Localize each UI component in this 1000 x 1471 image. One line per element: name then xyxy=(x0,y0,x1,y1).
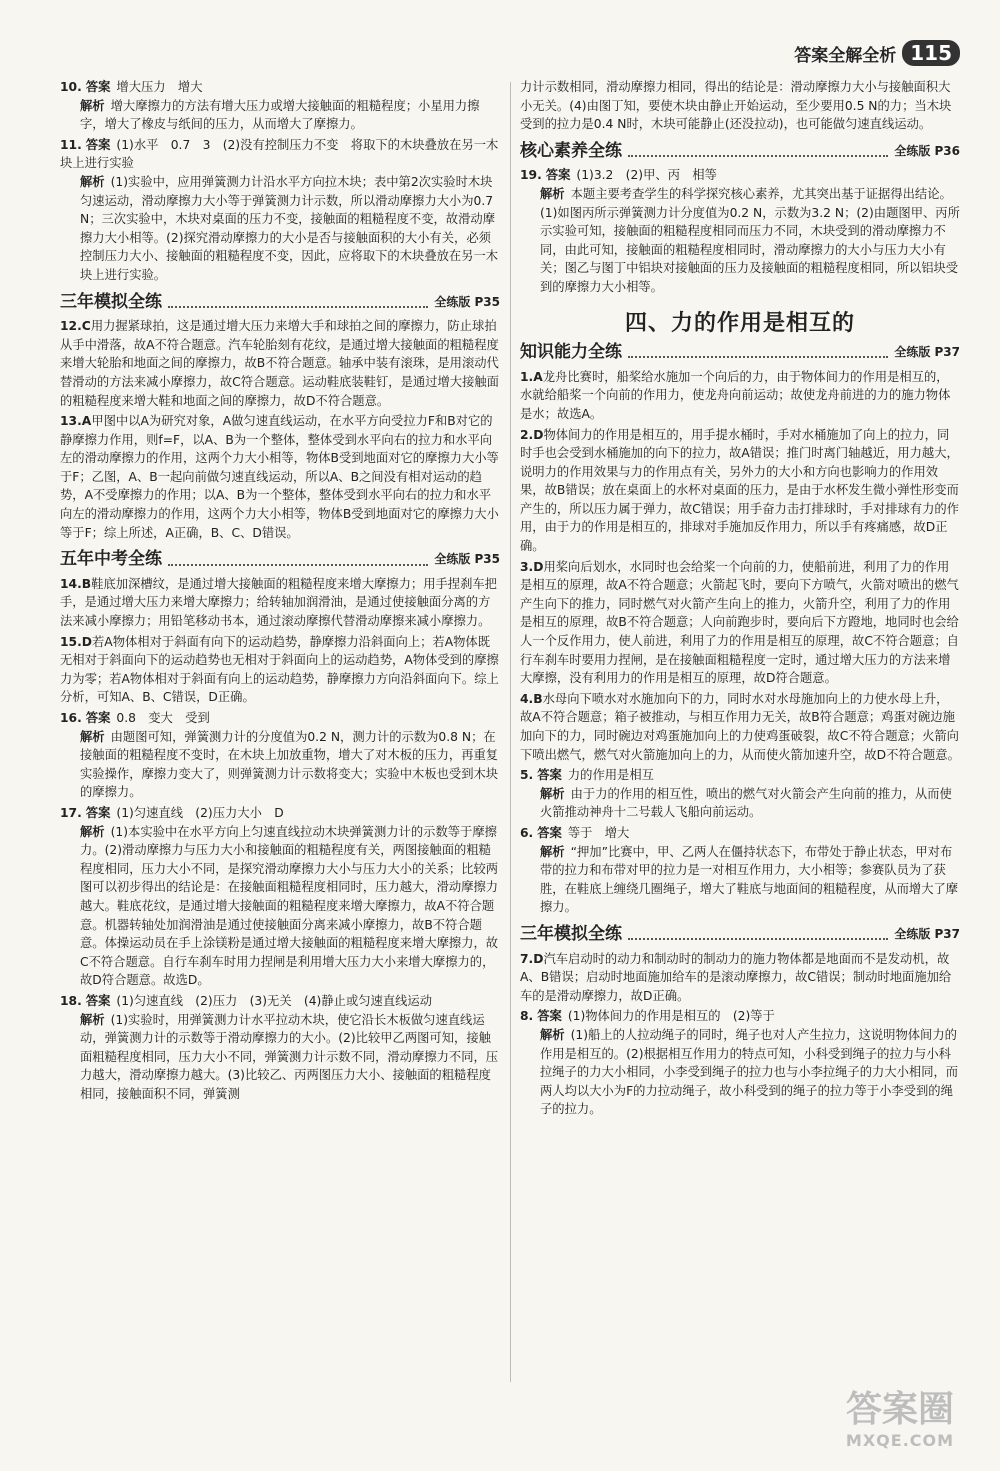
explanation-text: 水母向下喷水对水施加向下的力，同时水对水母施加向上的力使水母上升，故A不符合题意；箱子被推动，与相互作用力无关，故B符合题意；鸡蛋对碗边施加向下的力，同时碗边对鸡蛋施加向上的力使鸡蛋破裂，故C不符合题意；火箭向下喷出燃气，燃气对火箭施加向上的力，从而使火箭加速升空，故D不符合题意。 xyxy=(520,691,960,762)
section-page-ref: 全练版 P35 xyxy=(434,552,500,567)
explanation-text: (1)本实验中在水平方向上匀速直线拉动木块弹簧测力计的示数等于摩擦力。(2)滑动摩擦力与压力大小和接触面的粗糙程度有关，两图接触面的粗糙程度相同，压力大小不同，是探究滑动摩擦力大小与压力大小的关系；比较两图可以初步得出的结论是：在接触面粗糙程度相同时，压力越大，滑动摩擦力越大。鞋底花纹，是通过增大接触面的粗糙程度来增大摩擦力，故A不符合题意。机器转轴处加润滑油是通过使接触面分离来减小摩擦力，故B不符合题意。体操运动员在手上涂镁粉是通过增大接触面的粗糙程度来增大摩擦力，故C不符合题意。自行车刹车时用力捏闸是利用增大压力大小来增大摩擦力的，故D符合题意。故选D。 xyxy=(80,824,499,988)
watermark-logo xyxy=(830,1389,970,1459)
question-head xyxy=(60,136,500,173)
question-item xyxy=(60,709,500,802)
answer-label: 答案 xyxy=(537,1009,562,1024)
question-number: 15.D xyxy=(60,634,92,649)
section-dots xyxy=(168,296,428,308)
question-item xyxy=(60,633,500,707)
section-page-ref: 全练版 P37 xyxy=(894,926,960,941)
answer-text: (1)匀速直线 (2)压力 (3)无关 (4)静止或匀速直线运动 xyxy=(116,993,433,1008)
explanation-label: 解析 xyxy=(540,786,565,801)
explanation-text: 增大摩擦力的方法有增大压力或增大接触面的粗糙程度；小星用力擦字，增大了橡皮与纸间的压力，从而增大了摩擦力。 xyxy=(80,98,480,132)
page-number: 115 xyxy=(902,40,960,66)
question-item xyxy=(60,78,500,134)
right-column xyxy=(520,78,960,1121)
question-item xyxy=(60,412,500,542)
explanation xyxy=(520,843,960,917)
section-dots xyxy=(628,346,888,358)
section-dots xyxy=(628,145,888,157)
column-divider xyxy=(510,82,511,1382)
answer-label: 答案 xyxy=(85,993,111,1008)
question-item xyxy=(520,166,960,296)
question-item xyxy=(520,690,960,764)
section-page-ref: 全练版 P36 xyxy=(894,143,960,158)
explanation-label: 解析 xyxy=(80,98,105,113)
answer-label: 答案 xyxy=(537,825,562,840)
chapter-title: 四、力的作用是相互的 xyxy=(624,310,855,336)
question-number: 4.B xyxy=(520,691,543,706)
section-title: 五年中考全练 xyxy=(60,549,162,570)
question-head xyxy=(60,575,500,631)
answer-label: 答案 xyxy=(545,168,571,183)
question-head xyxy=(520,1007,960,1026)
question-head xyxy=(520,766,960,785)
question-number: 11. xyxy=(60,137,82,152)
question-item xyxy=(60,992,500,1104)
question-item xyxy=(60,804,500,990)
question-number: 14.B xyxy=(60,576,92,591)
header-title: 答案全解全析 xyxy=(794,45,897,66)
question-number: 5. xyxy=(520,768,534,783)
section-header xyxy=(60,550,500,569)
question-head xyxy=(520,690,960,764)
question-head xyxy=(60,992,500,1011)
explanation-label: 解析 xyxy=(540,844,565,859)
section-dots xyxy=(628,928,888,940)
section-title: 三年模拟全练 xyxy=(60,291,162,312)
question-number: 6. xyxy=(520,825,534,840)
watermark-domain: MXQE.COM xyxy=(845,1431,955,1450)
explanation-text: 本题主要考查学生的科学探究核心素养，尤其突出基于证据得出结论。(1)如图丙所示弹簧测力计分度值为0.2 N，示数为3.2 N；(2)由题图甲、丙所示实验可知，接触面的粗糙程度相同而压力不同，木块受到的滑动摩擦力不同，由此可知，接触面的粗糙程度相同时，滑动摩擦力的大小与压力大小有关；图乙与图丁中铝块对接触面的压力及接触面的粗糙程度相同，所以铝块受到的摩擦力大小相等。 xyxy=(540,186,960,294)
explanation-text: 鞋底加深槽纹，是通过增大接触面的粗糙程度来增大摩擦力；用手捏刹车把手，是通过增大压力来增大摩擦力；给转轴加润滑油，是通过使接触面分离的方法来减小摩擦力；用铅笔移动书本，通过滚动摩擦代替滑动摩擦来减小摩擦力。 xyxy=(60,576,497,629)
explanation-text: 龙舟比赛时，船桨给水施加一个向后的力，由于物体间力的作用是相互的，水就给船桨一个向前的作用力，使龙舟向前运动；故使龙舟前进的力的施力物体是水；故选A。 xyxy=(520,369,951,421)
explanation xyxy=(60,1011,500,1104)
question-number: 19. xyxy=(520,168,542,183)
explanation-label: 解析 xyxy=(80,729,105,744)
explanation xyxy=(60,173,500,285)
explanation-text: (1)船上的人拉动绳子的同时，绳子也对人产生拉力，这说明物体间力的作用是相互的。(2)根据相互作用力的特点可知，小科受到绳子的拉力与小科拉绳子的力大小相同，小李受到绳子的拉力也与小李拉绳子的力大小相同，而两人均以大小为F的力拉动绳子，故小科受到的绳子的拉力等于小李受到的绳子的拉力。 xyxy=(540,1027,959,1117)
question-number: 10. xyxy=(60,80,82,94)
left-column xyxy=(60,78,500,1105)
section-header xyxy=(520,142,960,161)
question-item xyxy=(520,368,960,424)
question-item xyxy=(520,1007,960,1119)
question-head xyxy=(60,78,500,97)
explanation-text: 若A物体相对于斜面有向下的运动趋势，静摩擦力沿斜面向上；若A物体既无相对于斜面向下的运动趋势也无相对于斜面向上的运动趋势，A物体受到的摩擦力为零；若A物体相对于斜面有向上的运动趋势，静摩擦力方向沿斜面向下。综上分析，可知A、B、C错误，D正确。 xyxy=(60,634,499,705)
answer-label: 答案 xyxy=(85,711,111,725)
explanation-label: 解析 xyxy=(540,1027,565,1042)
explanation-text: 由于力的作用的相互性，喷出的燃气对火箭会产生向前的推力，从而使火箭推动神舟十二号载人飞船向前运动。 xyxy=(540,786,952,820)
answer-label: 答案 xyxy=(85,805,111,820)
section-title: 知识能力全练 xyxy=(520,342,622,363)
question-number: 8. xyxy=(520,1009,534,1024)
answer-text: (1)3.2 (2)甲、丙 相等 xyxy=(576,168,717,183)
section-page-ref: 全练版 P35 xyxy=(434,294,500,309)
answer-text: 等于 增大 xyxy=(567,825,630,840)
explanation xyxy=(60,97,500,134)
explanation-label: 解析 xyxy=(80,824,105,839)
answer-text: 0.8 变大 受到 xyxy=(116,711,210,725)
question-head xyxy=(520,558,960,688)
answer-label: 答案 xyxy=(85,80,111,94)
explanation-label: 解析 xyxy=(540,186,565,201)
question-number: 18. xyxy=(60,993,82,1008)
question-number: 13.A xyxy=(60,414,92,429)
question-item xyxy=(520,558,960,688)
question-number: 1.A xyxy=(520,369,543,384)
answer-text: (1)水平 0.7 3 (2)没有控制压力不变 将取下的木块叠放在另一木块上进行实验 xyxy=(60,137,499,171)
explanation-text: 用力握紧球拍，这是通过增大压力来增大手和球拍之间的摩擦力，防止球拍从手中滑落，故A不符合题意。汽车轮胎刻有花纹，是通过增大接触面的粗糙程度来增大轮胎和地面之间的摩擦力，故B不符合题意。轴承中装有滚珠，是用滚动代替滑动的方法来减小摩擦力，故C符合题意。运动鞋底装鞋钉，是通过增大接触面的粗糙程度来增大鞋和地面之间的摩擦力，故D不符合题意。 xyxy=(60,319,499,408)
section-header xyxy=(60,293,500,312)
question-head xyxy=(60,804,500,823)
section-title: 三年模拟全练 xyxy=(520,923,622,944)
question-head xyxy=(60,317,500,410)
question-number: 12.C xyxy=(60,319,91,334)
explanation xyxy=(520,185,960,297)
explanation-label: 解析 xyxy=(80,1012,105,1027)
section-header xyxy=(520,343,960,362)
question-head xyxy=(60,633,500,707)
answer-label: 答案 xyxy=(85,137,111,152)
question-head xyxy=(520,426,960,556)
question-head xyxy=(520,166,960,185)
section-title: 核心素养全练 xyxy=(520,140,622,161)
explanation xyxy=(520,785,960,822)
question-number: 17. xyxy=(60,805,82,820)
question-item xyxy=(520,950,960,1006)
answer-text: 力的作用是相互 xyxy=(567,768,654,783)
section-dots xyxy=(168,554,428,566)
continued-text: 力计示数相同，滑动摩擦力相同，得出的结论是：滑动摩擦力大小与接触面积大小无关。(4)由图丁知，要使木块由静止开始运动，至少要用0.5 N的力；当木块受到的拉力是0.4 N时，木块可能静止(还没拉动)，也可能做匀速直线运动。 xyxy=(520,80,952,132)
question-item xyxy=(60,136,500,285)
explanation-text: 由题图可知，弹簧测力计的分度值为0.2 N，测力计的示数为0.8 N；在接触面的粗糙程度不变时，在木块上加放重物，增大了对木板的压力，再重复实验操作，摩擦力变大了，则弹簧测力计示数将变大；实验中木板也受到木块的摩擦力。 xyxy=(80,729,499,800)
explanation xyxy=(60,728,500,802)
question-item xyxy=(520,766,960,822)
question-item xyxy=(520,426,960,556)
section-header xyxy=(520,925,960,944)
explanation-text: (1)实验时，用弹簧测力计水平拉动木块，使它沿长木板做匀速直线运动，弹簧测力计的示数等于滑动摩擦力的大小。(2)比较甲乙两图可知，接触面粗糙程度相同，压力大小不同，弹簧测力计示数不同，滑动摩擦力不同，压力越大，滑动摩擦力越大。(3)比较乙、丙两图压力大小、接触面的粗糙程度相同，接触面积不同，弹簧测 xyxy=(80,1012,499,1101)
question-item xyxy=(60,575,500,631)
explanation-text: 用桨向后划水，水同时也会给桨一个向前的力，使船前进，利用了力的作用是相互的原理，故A不符合题意；火箭起飞时，要向下方喷气，火箭对喷出的燃气产生向下的推力，同时燃气对火箭产生向上的推力，火箭升空，利用了力的作用是相互的原理，故B不符合题意；人向前跑步时，要向后下方蹬地，地同时也会给人一个反作用力，使人前进，利用了力的作用是相互的原理，故C不符合题意；自行车刹车时要用力捏闸，是在接触面粗糙程度一定时，通过增大压力的方法来增大摩擦，没有利用力的作用是相互的原理，故D符合题意。 xyxy=(520,559,959,686)
question-number: 2.D xyxy=(520,427,544,442)
question-item xyxy=(520,824,960,917)
page-header xyxy=(794,40,960,66)
explanation xyxy=(60,823,500,990)
explanation xyxy=(520,1026,960,1119)
answer-label: 答案 xyxy=(537,768,562,783)
question-number: 3.D xyxy=(520,559,544,574)
explanation-text: 物体间力的作用是相互的，用手提水桶时，手对水桶施加了向上的拉力，同时手也会受到水桶施加的向下的拉力，故A错误；推门时离门轴越近，用力越大，说明力的作用效果与力的作用点有关，另外力的大小和方向也影响力的作用效果，故B错误；放在桌面上的水杯对桌面的压力，是由于水杯发生微小弹性形变而产生的，所以压力属于弹力，故C错误；用手奋力击打排球时，手对排球有力的作用，由于力的作用是相互的，排球对手施加反作用力，所以手有疼痛感，故D正确。 xyxy=(520,427,959,554)
question-item xyxy=(60,317,500,410)
question-head xyxy=(520,368,960,424)
answer-text: (1)匀速直线 (2)压力大小 D xyxy=(116,805,284,820)
explanation-text: “押加”比赛中，甲、乙两人在僵持状态下，布带处于静止状态，甲对布带的拉力和布带对甲的拉力是一对相互作用力，大小相等；参赛队员为了获胜，在鞋底上缠绕几圈绳子，增大了鞋底与地面间的粗糙程度，从而增大了摩擦力。 xyxy=(540,844,959,915)
question-head xyxy=(520,824,960,843)
explanation-label: 解析 xyxy=(80,174,105,189)
answer-text: 增大压力 增大 xyxy=(116,80,203,94)
answer-text: (1)物体间力的作用是相互的 (2)等于 xyxy=(567,1009,775,1024)
explanation-text: 甲图中以A为研究对象，A做匀速直线运动，在水平方向受拉力F和B对它的静摩擦力作用，则f=F，以A、B为一个整体，整体受到水平向右的拉力和水平向左的滑动摩擦力的作用，这两个力大小相等，物体B受到地面对它的摩擦力大小等于F；乙图，A、B一起向前做匀速直线运动，所以A、B之间没有相对运动的趋势，A不受摩擦力的作用；以A、B为一个整体，整体受到水平向右的拉力和水平向左的滑动摩擦力的作用，这两个力大小相等，物体B受到地面对它的摩擦力大小等于F；综上所述，A正确，B、C、D错误。 xyxy=(60,414,499,540)
question-head xyxy=(60,412,500,542)
explanation-text: 汽车启动时的动力和制动时的制动力的施力物体都是地面而不是发动机，故A、B错误；启动时地面施加给车的是滚动摩擦力，故C错误；制动时地面施加给车的是滑动摩擦力，故D正确。 xyxy=(520,951,952,1003)
watermark-text: 答案圈 xyxy=(845,1389,954,1430)
explanation-text: (1)实验中，应用弹簧测力计沿水平方向拉木块；表中第2次实验时木块匀速运动，滑动摩擦力大小等于弹簧测力计示数，所以滑动摩擦力大小为0.7 N；三次实验中，木块对桌面的压力不变，接触面的粗糙程度不变，故滑动摩擦力大小相等。(2)探究滑动摩擦力的大小是否与接触面积的大小有关，必须控制压力大小、接触面的粗糙程度不变，因此，应将取下的木块叠放在另一木块上进行实验。 xyxy=(80,174,499,282)
section-page-ref: 全练版 P37 xyxy=(894,345,960,360)
question-number: 16. xyxy=(60,711,82,725)
question-head xyxy=(60,709,500,728)
question-head xyxy=(520,950,960,1006)
question-number: 7.D xyxy=(520,951,544,966)
